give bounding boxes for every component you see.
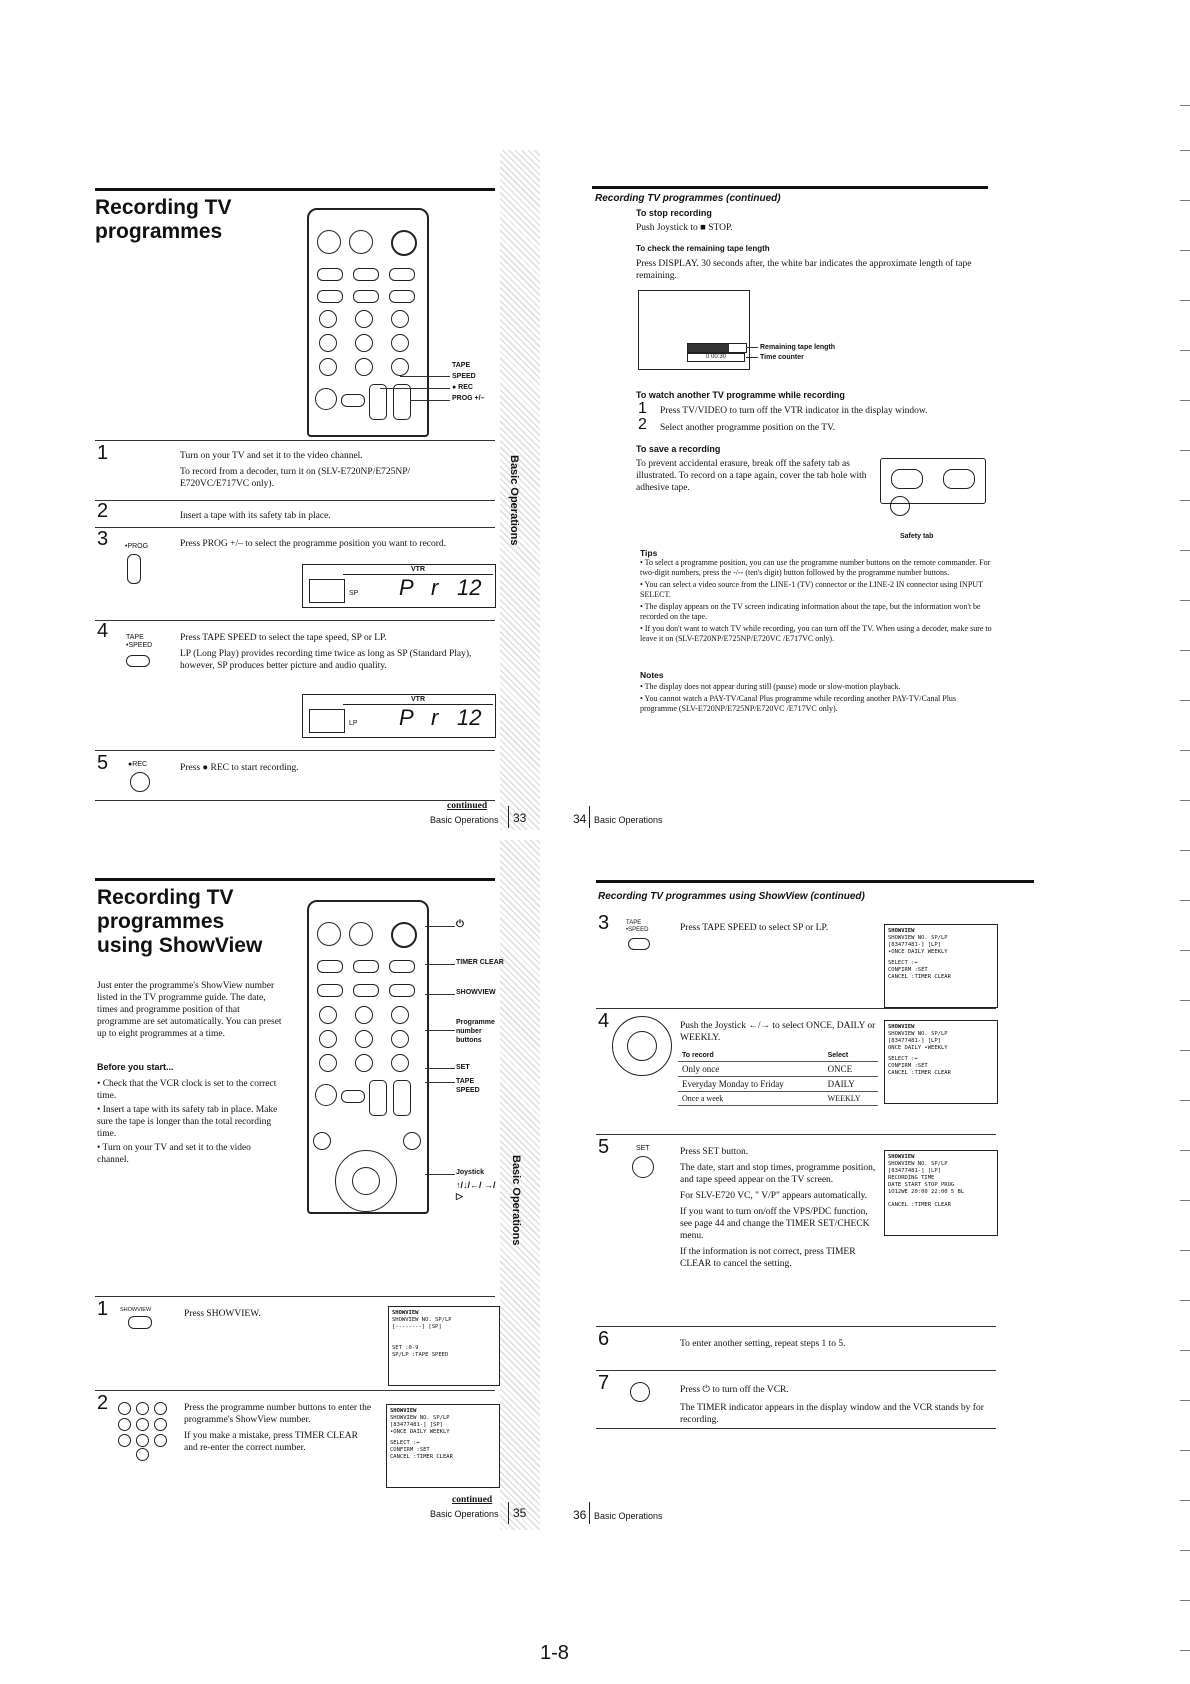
- number-button-icon: [391, 358, 409, 376]
- footer-section: Basic Operations: [594, 815, 663, 825]
- showview-osd-screen: [386, 1404, 500, 1488]
- osd-line: [83477481-] [LP]: [888, 1168, 941, 1174]
- showview-osd-screen: [884, 1150, 998, 1236]
- step-text: LP (Long Play) provides recording time twice as long as SP (Standard Play), however, SP produces better picture and audio quality.: [180, 649, 472, 671]
- footer-section: Basic Operations: [430, 1509, 499, 1519]
- step-text: Press PROG +/– to select the programme position you want to record.: [180, 539, 447, 549]
- remote-button-icon: [389, 268, 415, 281]
- notes-list: [640, 682, 992, 714]
- remote-button-icon: [313, 1132, 331, 1150]
- osd-line: SHOWVIEW: [888, 1154, 915, 1160]
- step-number: 1: [638, 400, 647, 417]
- rec-button-icon: [315, 388, 337, 410]
- record-mode-table: [678, 1050, 878, 1106]
- remote-button-icon: [353, 960, 379, 973]
- program-indicator: P r: [399, 575, 445, 600]
- tv-screen-illustration: [638, 290, 750, 370]
- step-text: For SLV-E720 VC, " V/P" appears automatically.: [680, 1191, 868, 1201]
- section-heading: Tips: [640, 548, 658, 558]
- osd-line: SHOWVIEW: [888, 928, 915, 934]
- number-button-icon: [118, 1402, 131, 1415]
- number-button-icon: [355, 1054, 373, 1072]
- number-button-icon: [136, 1402, 149, 1415]
- remote-callout-labels: [452, 360, 502, 404]
- number-button-icon: [118, 1418, 131, 1431]
- step-number: 2: [97, 1392, 109, 1414]
- number-button-icon: [355, 358, 373, 376]
- title-line: programmes: [97, 910, 225, 933]
- tape-speed-button-icon: [628, 938, 650, 950]
- step-number: 2: [97, 500, 109, 522]
- section-heading: To stop recording: [636, 208, 712, 218]
- before-item: • Check that the VCR clock is set to the correct time.: [97, 1079, 277, 1101]
- remaining-tape-fill: [688, 344, 729, 352]
- osd-line: •ONCE DAILY WEEKLY: [390, 1429, 450, 1435]
- page-34-top-rule: [592, 186, 988, 189]
- note-text: The display does not appear during still (pause) mode or slow-motion playback.: [644, 682, 901, 691]
- tip-item: • The display appears on the TV screen indicating information about the tape, but the information won't be recorded on the tape.: [640, 602, 981, 621]
- step-divider: [95, 620, 495, 621]
- cassette-icon: [309, 579, 345, 603]
- step-7-text: [680, 1384, 990, 1426]
- step-text: Press TAPE SPEED to select SP or LP.: [680, 923, 829, 933]
- number-button-icon: [319, 1030, 337, 1048]
- step-text: Press ⏻ to turn off the VCR.: [680, 1385, 789, 1395]
- callout-line: [425, 926, 455, 927]
- vtr-display-window: [302, 564, 496, 608]
- before-text: Check that the VCR clock is set to the correct time.: [97, 1079, 277, 1101]
- before-item: • Turn on your TV and set it to the video channel.: [97, 1143, 251, 1165]
- prog-button-icon: [127, 554, 141, 584]
- set-icon-label: SET: [636, 1145, 650, 1152]
- page-number: 35: [513, 1506, 527, 1520]
- prog-plus-button-icon: [369, 384, 387, 420]
- side-tab: Basic Operations: [508, 455, 520, 546]
- osd-line: SHOWVIEW NO. SP/LP: [888, 935, 948, 941]
- osd-line: SELECT :↔: [390, 1440, 420, 1446]
- osd-line: [83477481-] [LP]: [888, 942, 941, 948]
- joystick-center-icon: [627, 1031, 657, 1061]
- page-36-top-rule: [596, 880, 1034, 883]
- osd-line: CONFIRM :SET: [888, 1063, 928, 1069]
- step-text: Press SET button.: [680, 1147, 749, 1157]
- step-divider: [95, 1296, 495, 1297]
- step-divider: [596, 1326, 996, 1327]
- rec-label: ● REC: [452, 384, 473, 391]
- tape-speed-indicator: LP: [349, 720, 358, 727]
- number-buttons-icon: [118, 1402, 170, 1460]
- callout-line: [425, 994, 455, 995]
- showview-button-icon: [128, 1316, 152, 1329]
- step-number: 1: [97, 442, 109, 464]
- step-number: 1: [97, 1298, 109, 1320]
- section-heading: Notes: [640, 670, 664, 680]
- step-text: To enter another setting, repeat steps 1 to 5.: [680, 1339, 846, 1349]
- before-list: [97, 1078, 283, 1166]
- footer-divider: [508, 806, 509, 828]
- number-button-icon: [355, 1030, 373, 1048]
- showview-label: SHOWVIEW: [456, 989, 496, 996]
- osd-line: [--------] [SP]: [392, 1324, 442, 1330]
- step-divider: [596, 1370, 996, 1371]
- showview-osd-screen: [884, 924, 998, 1008]
- page-header: Recording TV programmes (continued): [595, 193, 781, 204]
- step-divider: [596, 1428, 996, 1429]
- program-number: 12: [457, 575, 482, 600]
- prog-minus-button-icon: [393, 384, 411, 420]
- osd-line: SHOWVIEW: [390, 1408, 417, 1414]
- power-button-icon: [630, 1382, 650, 1402]
- showview-osd-screen: [884, 1020, 998, 1104]
- number-button-icon: [136, 1448, 149, 1461]
- joystick-icon: [612, 1016, 672, 1076]
- page-33-title: [95, 196, 232, 244]
- vtr-indicator: VTR: [343, 695, 493, 705]
- title-line: Recording TV: [95, 196, 232, 219]
- footer-divider: [508, 1502, 509, 1524]
- table-cell: DAILY: [824, 1077, 878, 1092]
- step-number: 2: [638, 416, 647, 433]
- rec-button-icon: [315, 1084, 337, 1106]
- remote-button-icon: [317, 290, 343, 303]
- prog-icon-label: •PROG: [125, 543, 149, 550]
- cassette-reel-icon: [943, 469, 975, 489]
- body-text: Push Joystick to ■ STOP.: [636, 223, 733, 233]
- number-button-icon: [391, 310, 409, 328]
- number-button-icon: [391, 1030, 409, 1048]
- osd-line: [83477481-] [SP]: [390, 1422, 443, 1428]
- tip-item: • To select a programme position, you can use the programme number buttons on the remote commander. For two-digit numbers, press the -/-- (ten's digit) button followed by the programme number buttons.: [640, 558, 991, 577]
- step-text: Press the programme number buttons to enter the programme's ShowView number.: [184, 1403, 372, 1425]
- callout-line: [425, 1068, 455, 1069]
- timer-clear-label: TIMER CLEAR: [456, 959, 504, 966]
- step-2-text: [184, 1402, 374, 1454]
- number-button-icon: [319, 1006, 337, 1024]
- step-divider: [95, 1390, 495, 1391]
- time-counter: 0 00:30: [687, 353, 745, 362]
- step-number: 7: [598, 1372, 610, 1394]
- osd-line: CANCEL :TIMER CLEAR: [888, 1070, 951, 1076]
- osd-line: [83477481-] [LP]: [888, 1038, 941, 1044]
- step-number: 3: [97, 528, 109, 550]
- footer-section: Basic Operations: [430, 815, 499, 825]
- step-number: 3: [598, 912, 610, 934]
- callout-line: [425, 1082, 455, 1083]
- tape-speed-label: TAPE SPEED: [452, 362, 476, 380]
- step-5-text: [680, 1146, 876, 1270]
- cassette-icon: [309, 709, 345, 733]
- step-text: Press ● REC to start recording.: [180, 763, 299, 773]
- osd-line: SELECT :↔: [888, 1056, 918, 1062]
- safety-tab-icon: [890, 496, 910, 516]
- program-number: 12: [457, 705, 482, 730]
- prog-plus-button-icon: [369, 1080, 387, 1116]
- step-divider: [95, 440, 495, 441]
- section-heading: Before you start...: [97, 1062, 174, 1072]
- joystick-label: Joystick: [456, 1169, 485, 1176]
- number-button-icon: [391, 334, 409, 352]
- step-divider: [95, 527, 495, 528]
- page-number: 33: [513, 811, 527, 825]
- number-button-icon: [319, 358, 337, 376]
- osd-line: CONFIRM :SET: [888, 967, 928, 973]
- tape-speed-button-icon: [126, 655, 150, 667]
- tip-item: • If you don't want to watch TV while recording, you can turn off the TV. When using a decoder, make sure to leave it on (SLV-E720NP/E725NP/E720VC /E717VC only).: [640, 624, 992, 643]
- programme-number-label: Programme number buttons: [456, 1019, 495, 1044]
- number-button-icon: [118, 1434, 131, 1447]
- osd-line: SET :0-9: [392, 1345, 419, 1351]
- joystick-center-icon: [352, 1167, 380, 1195]
- tips-list: [640, 558, 992, 646]
- edge-ticks: [1178, 0, 1190, 1684]
- remote-button-icon: [389, 290, 415, 303]
- step-4-text: [180, 632, 480, 672]
- osd-line: 1O12WE 20:00 22:00 5 BL: [888, 1189, 965, 1195]
- tape-speed-icon-label: TAPE •SPEED: [126, 634, 153, 649]
- continued-label: continued: [447, 801, 488, 811]
- remote-button-icon: [317, 960, 343, 973]
- number-button-icon: [154, 1402, 167, 1415]
- remote-button-icon: [403, 1132, 421, 1150]
- set-button-icon: [632, 1156, 654, 1178]
- table-cell: Once a week: [678, 1092, 824, 1106]
- number-button-icon: [391, 1006, 409, 1024]
- footer-section: Basic Operations: [594, 1511, 663, 1521]
- page-number: 34: [573, 812, 587, 826]
- step-text: Press TAPE SPEED to select the tape speed, SP or LP.: [180, 633, 387, 643]
- power-button-icon: [391, 922, 417, 948]
- callout-line: [410, 400, 450, 401]
- osd-line: SP/LP :TAPE SPEED: [392, 1352, 449, 1358]
- remaining-label: Remaining tape length: [760, 344, 836, 351]
- prog-label: PROG +/–: [452, 395, 485, 402]
- step-divider: [596, 1134, 996, 1135]
- tip-text: You can select a video source from the LINE-1 (TV) connector or the LINE-2 IN connector using INPUT SELECT.: [640, 580, 983, 599]
- page-33-top-rule: [95, 188, 495, 191]
- tape-speed-indicator: SP: [349, 590, 359, 597]
- number-button-icon: [319, 334, 337, 352]
- step-text: If the information is not correct, press TIMER CLEAR to cancel the setting.: [680, 1247, 856, 1269]
- step-number: 4: [598, 1010, 610, 1032]
- before-item: • Insert a tape with its safety tab in place. Make sure the tape is longer than the total recording time.: [97, 1105, 278, 1139]
- step-divider: [95, 750, 495, 751]
- osd-line: CANCEL :TIMER CLEAR: [888, 974, 951, 980]
- title-line: programmes: [95, 220, 223, 243]
- section-heading: To watch another TV programme while recording: [636, 390, 845, 400]
- callout-line: [425, 1030, 455, 1031]
- safety-tab-label: Safety tab: [900, 533, 934, 540]
- number-button-icon: [355, 310, 373, 328]
- table-row: [678, 1092, 878, 1106]
- showview-button-icon: [389, 984, 415, 997]
- footer-divider: [589, 806, 590, 828]
- title-line: Recording TV: [97, 886, 234, 909]
- callout-line: [746, 357, 758, 358]
- table-cell: Only once: [678, 1062, 824, 1077]
- step-text: Press SHOWVIEW.: [184, 1309, 261, 1319]
- osd-line: SHOWVIEW: [888, 1024, 915, 1030]
- table-header-cell: To record: [678, 1050, 824, 1062]
- osd-line: ONCE DAILY •WEEKLY: [888, 1045, 948, 1051]
- osd-line: SHOWVIEW NO. SP/LP: [392, 1317, 452, 1323]
- number-button-icon: [154, 1434, 167, 1447]
- osd-line: •ONCE DAILY WEEKLY: [888, 949, 948, 955]
- eject-button-icon: [317, 922, 341, 946]
- title-line: using ShowView: [97, 934, 263, 957]
- showview-osd-screen: [388, 1306, 500, 1386]
- number-button-icon: [355, 1006, 373, 1024]
- continued-label: continued: [452, 1495, 493, 1505]
- osd-line: SELECT :↔: [888, 960, 918, 966]
- osd-line: CONFIRM :SET: [390, 1447, 430, 1453]
- remote-commander-illustration: [307, 900, 429, 1214]
- step-text: Insert a tape with its safety tab in place.: [180, 511, 331, 521]
- remote-button-icon: [353, 268, 379, 281]
- table-cell: WEEKLY: [824, 1092, 878, 1106]
- joystick-arrows-label: ↑/↓/←/ →/▷: [456, 1180, 496, 1201]
- intro-text: Just enter the programme's ShowView number listed in the TV programme guide. The date, times and programme position of that programme are set automatically. You can preset up to eight programmes at a time.: [97, 981, 282, 1039]
- table-cell: Everyday Monday to Friday: [678, 1077, 824, 1092]
- tv-video-button-icon: [349, 922, 373, 946]
- page-number: 36: [573, 1508, 587, 1522]
- page-35-top-rule: [95, 878, 495, 881]
- table-row: [678, 1062, 878, 1077]
- rec-icon-label: ●REC: [128, 761, 148, 768]
- tip-text: The display appears on the TV screen indicating information about the tape, but the information won't be recorded on the tape.: [640, 602, 981, 621]
- program-indicator: P r: [399, 705, 445, 730]
- number-button-icon: [355, 334, 373, 352]
- number-button-icon: [319, 1054, 337, 1072]
- tip-text: If you don't want to watch TV while recording, you can turn off the TV. When using a decoder, make sure to leave it on (SLV-E720NP/E725NP/E720VC /E717VC only).: [640, 624, 992, 643]
- binding-strip-top: [500, 150, 540, 830]
- rec-button-icon: [130, 772, 150, 792]
- number-button-icon: [136, 1418, 149, 1431]
- vtr-display-window: [302, 694, 496, 738]
- step-number: 5: [97, 752, 109, 774]
- osd-line: SHOWVIEW NO. SP/LP: [390, 1415, 450, 1421]
- section-heading: To check the remaining tape length: [636, 244, 770, 253]
- number-button-icon: [136, 1434, 149, 1447]
- step-number: 6: [598, 1328, 610, 1350]
- callout-line: [746, 347, 758, 348]
- step-text: If you make a mistake, press TIMER CLEAR and re-enter the correct number.: [184, 1431, 358, 1453]
- table-header-cell: Select: [824, 1050, 878, 1062]
- note-item: • You cannot watch a PAY-TV/Canal Plus programme while recording another PAY-TV/Canal Plus programme (SLV-E720NP/E725NP/E720VC /E717VC only).: [640, 694, 957, 713]
- eject-button-icon: [317, 230, 341, 254]
- step-divider: [596, 1008, 996, 1009]
- vtr-indicator: VTR: [343, 565, 493, 575]
- number-button-icon: [319, 310, 337, 328]
- cassette-reel-icon: [891, 469, 923, 489]
- step-divider: [95, 500, 495, 501]
- set-button-icon: [391, 1054, 409, 1072]
- osd-line: SHOWVIEW NO. SP/LP: [888, 1161, 948, 1167]
- step-text: To record from a decoder, turn it on (SLV-E720NP/E725NP/ E720VC/E717VC only).: [180, 467, 411, 489]
- tape-speed-label: TAPE SPEED: [456, 1078, 480, 1094]
- step-number: 5: [598, 1136, 610, 1158]
- step-text: The date, start and stop times, programme position, and tape speed appear on the TV screen.: [680, 1163, 876, 1185]
- power-label: ⏻: [456, 919, 464, 930]
- note-text: You cannot watch a PAY-TV/Canal Plus programme while recording another PAY-TV/Canal Plus programme (SLV-E720NP/E725NP/E720VC /E717VC only).: [640, 694, 957, 713]
- counter-label: Time counter: [760, 354, 804, 361]
- side-tab: Basic Operations: [510, 1155, 522, 1246]
- body-text: Press TV/VIDEO to turn off the VTR indicator in the display window.: [660, 406, 928, 416]
- remaining-tape-bar: [687, 343, 747, 353]
- page-35-title: [97, 886, 262, 958]
- table-cell: ONCE: [824, 1062, 878, 1077]
- callout-line: [380, 388, 450, 389]
- callout-line: [400, 376, 450, 377]
- tape-speed-button-icon: [341, 394, 365, 407]
- osd-line: RECORDING TIME: [888, 1175, 935, 1181]
- table-row: [678, 1077, 878, 1092]
- osd-line: SHOWVIEW: [392, 1310, 419, 1316]
- set-label: SET: [456, 1064, 470, 1071]
- step-text: The TIMER indicator appears in the display window and the VCR stands by for recording.: [680, 1403, 984, 1425]
- tv-video-button-icon: [349, 230, 373, 254]
- before-text: Insert a tape with its safety tab in place. Make sure the tape is longer than the total recording time.: [97, 1105, 278, 1139]
- body-text: Select another programme position on the TV.: [660, 423, 836, 433]
- body-text: Press DISPLAY. 30 seconds after, the white bar indicates the approximate length of tape remaining.: [636, 259, 972, 281]
- timer-clear-button-icon: [389, 960, 415, 973]
- body-text: To prevent accidental erasure, break off the safety tab as illustrated. To record on a tape again, cover the tab hole with adhesive tape.: [636, 459, 867, 493]
- remote-button-icon: [317, 268, 343, 281]
- osd-line: CANCEL :TIMER CLEAR: [888, 1202, 951, 1208]
- step-text: Push the Joystick ←/→ to select ONCE, DAILY or WEEKLY.: [680, 1021, 876, 1043]
- step-text: Turn on your TV and set it to the video channel.: [180, 451, 363, 461]
- osd-line: DATE START STOP PROG: [888, 1182, 955, 1188]
- before-text: Turn on your TV and set it to the video channel.: [97, 1143, 251, 1165]
- step-1-text: [180, 450, 480, 490]
- step-text: If you want to turn on/off the VPS/PDC function, see page 44 and change the TIMER SET/CHECK menu.: [680, 1207, 870, 1241]
- tip-item: • You can select a video source from the LINE-1 (TV) connector or the LINE-2 IN connector using INPUT SELECT.: [640, 580, 983, 599]
- remote-commander-illustration: [307, 208, 429, 437]
- joystick-icon: [335, 1150, 397, 1212]
- osd-line: CANCEL :TIMER CLEAR: [390, 1454, 453, 1460]
- step-number: 4: [97, 620, 109, 642]
- sheet-page-number: 1-8: [540, 1642, 569, 1664]
- step-divider: [95, 800, 495, 801]
- tape-speed-button-icon: [341, 1090, 365, 1103]
- showview-icon-label: SHOWVIEW: [120, 1307, 152, 1313]
- tape-speed-icon-label: TAPE •SPEED: [626, 920, 649, 933]
- tip-text: To select a programme position, you can use the programme number buttons on the remote commander. For two-digit numbers, press the -/-- (ten's digit) button followed by the programme number buttons.: [640, 558, 991, 577]
- remote-button-icon: [353, 290, 379, 303]
- remote-button-icon: [317, 984, 343, 997]
- prog-minus-button-icon: [393, 1080, 411, 1116]
- remote-button-icon: [353, 984, 379, 997]
- number-button-icon: [154, 1418, 167, 1431]
- power-button-icon: [391, 230, 417, 256]
- page-header: Recording TV programmes using ShowView (continued): [598, 891, 865, 902]
- callout-line: [425, 1174, 455, 1175]
- osd-line: SHOWVIEW NO. SP/LP: [888, 1031, 948, 1037]
- note-item: • The display does not appear during still (pause) mode or slow-motion playback.: [640, 682, 901, 691]
- callout-line: [425, 964, 455, 965]
- footer-divider: [589, 1502, 590, 1524]
- section-heading: To save a recording: [636, 444, 721, 454]
